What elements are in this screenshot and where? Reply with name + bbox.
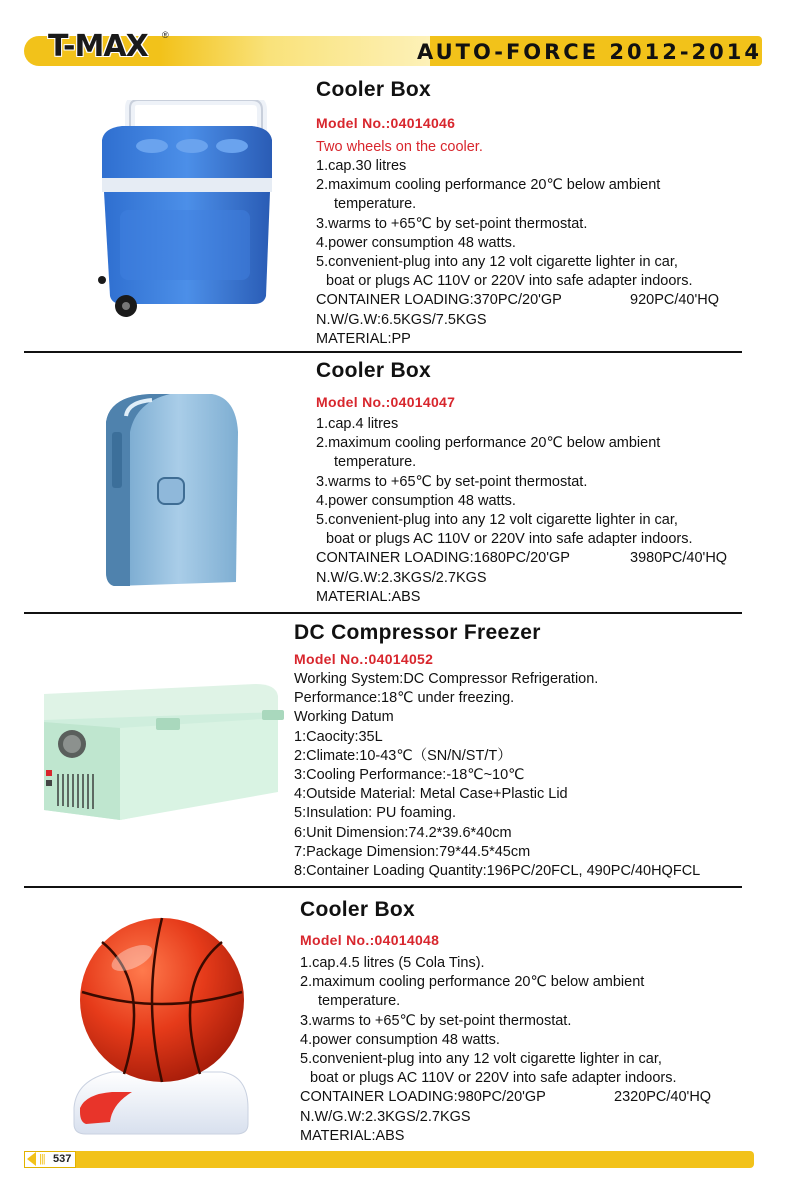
brand-logo: T-MAX	[48, 29, 148, 64]
page-arrow-icon	[27, 1152, 36, 1166]
spec-line: Performance:18℃ under freezing.	[294, 690, 515, 707]
spec-line: 4.power consumption 48 watts.	[316, 234, 516, 251]
model-number: Model No.:04014046	[316, 115, 456, 131]
catalog-banner: AUTO-FORCE 2012-2014	[417, 40, 762, 64]
spec-line: 4:Outside Material: Metal Case+Plastic Lid	[294, 786, 568, 803]
product-note: Two wheels on the cooler.	[316, 139, 483, 155]
material-line: MATERIAL:ABS	[316, 588, 421, 605]
loading-20gp: CONTAINER LOADING:370PC/20'GP	[316, 292, 562, 309]
spec-line: 4.power consumption 48 watts.	[300, 1031, 500, 1048]
spec-line: 2.maximum cooling performance 20℃ below ambient	[316, 435, 661, 452]
weight-line: N.W/G.W:2.3KGS/2.7KGS	[316, 569, 487, 586]
spec-line: temperature.	[318, 993, 401, 1010]
loading-40hq: 920PC/40'HQ	[630, 292, 720, 309]
product-details-1	[316, 76, 719, 349]
spec-line: 3.warms to +65℃ by set-point thermostat.	[316, 473, 588, 490]
loading-40hq: 3980PC/40'HQ	[630, 550, 728, 567]
spec-line: 2.maximum cooling performance 20℃ below ambient	[316, 177, 661, 194]
model-number: Model No.:04014048	[300, 932, 440, 948]
header-band-gradient	[160, 36, 430, 66]
spec-line: 1:Caocity:35L	[294, 728, 383, 745]
compressor-freezer-image	[36, 670, 286, 830]
spec-line: 3:Cooling Performance:-18℃~10℃	[294, 767, 525, 784]
weight-line: N.W/G.W:6.5KGS/7.5KGS	[316, 311, 487, 328]
loading-20gp: CONTAINER LOADING:980PC/20'GP	[300, 1089, 546, 1106]
spec-line: 2.maximum cooling performance 20℃ below ambient	[300, 974, 645, 991]
model-number: Model No.:04014052	[294, 651, 434, 667]
spec-line: Working System:DC Compressor Refrigeration.	[294, 671, 599, 687]
spec-line: boat or plugs AC 110V or 220V into safe adapter indoors.	[310, 1070, 677, 1087]
loading-40hq: 2320PC/40'HQ	[614, 1089, 712, 1106]
spec-line: 2:Climate:10-43℃（SN/N/ST/T）	[294, 747, 512, 764]
page-number: 537	[53, 1153, 72, 1165]
product-details-3	[294, 619, 700, 881]
section-divider	[24, 351, 742, 353]
spec-line: 3.warms to +65℃ by set-point thermostat.	[300, 1012, 572, 1029]
mini-cooler-image	[100, 392, 240, 588]
spec-line: 5.convenient-plug into any 12 volt cigarette lighter in car,	[300, 1051, 662, 1068]
spec-line: 3.warms to +65℃ by set-point thermostat.	[316, 215, 588, 232]
spec-line: boat or plugs AC 110V or 220V into safe adapter indoors.	[326, 273, 693, 290]
product-title: Cooler Box	[316, 78, 432, 101]
section-divider	[24, 886, 742, 888]
section-divider	[24, 612, 742, 614]
spec-line: temperature.	[334, 454, 417, 471]
spec-line: boat or plugs AC 110V or 220V into safe adapter indoors.	[326, 531, 693, 548]
loading-20gp: CONTAINER LOADING:1680PC/20'GP	[316, 550, 570, 567]
container-loading	[300, 1088, 711, 1107]
material-line: MATERIAL:PP	[316, 330, 411, 347]
footer-band	[24, 1151, 754, 1168]
container-loading	[316, 549, 727, 568]
spec-line: 8:Container Loading Quantity:196PC/20FCL, 490PC/40HQFCL	[294, 863, 701, 880]
spec-line: 5.convenient-plug into any 12 volt cigarette lighter in car,	[316, 512, 678, 529]
cooler-box-wheeled-image	[92, 100, 282, 320]
spec-line: 5:Insulation: PU foaming.	[294, 805, 457, 822]
spec-line: 1.cap.30 litres	[316, 158, 407, 174]
spec-line: 1.cap.4.5 litres (5 Cola Tins).	[300, 955, 485, 971]
product-title: DC Compressor Freezer	[294, 621, 541, 644]
spec-line: temperature.	[334, 196, 417, 213]
spec-line: 1.cap.4 litres	[316, 416, 399, 432]
product-title: Cooler Box	[316, 359, 432, 382]
spec-line: 5.convenient-plug into any 12 volt cigarette lighter in car,	[316, 254, 678, 271]
spec-line: 4.power consumption 48 watts.	[316, 492, 516, 509]
registered-mark: ®	[162, 30, 169, 40]
product-title: Cooler Box	[300, 898, 416, 921]
material-line: MATERIAL:ABS	[300, 1127, 405, 1144]
page-bars-icon: |||	[39, 1153, 45, 1165]
product-details-4	[300, 896, 711, 1146]
product-details-2	[316, 357, 727, 607]
container-loading	[316, 291, 719, 310]
spec-line: Working Datum	[294, 709, 394, 726]
spec-line: 7:Package Dimension:79*44.5*45cm	[294, 843, 531, 860]
weight-line: N.W/G.W:2.3KGS/2.7KGS	[300, 1108, 471, 1125]
basketball-cooler-image	[72, 912, 252, 1140]
model-number: Model No.:04014047	[316, 394, 456, 410]
spec-line: 6:Unit Dimension:74.2*39.6*40cm	[294, 824, 512, 841]
